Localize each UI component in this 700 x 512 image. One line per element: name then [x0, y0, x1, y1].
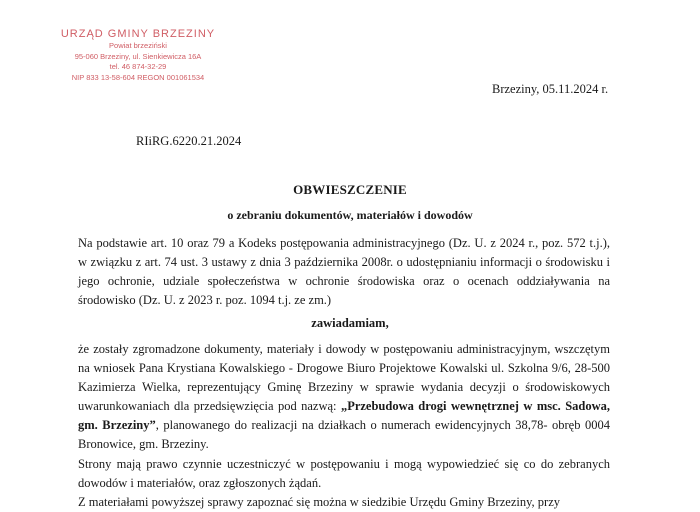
- announcement-heading: zawiadamiam,: [311, 316, 389, 330]
- project-name: „Przebudowa drogi wewnętrznej w msc. Sadowa, gm. Brzeziny”: [78, 399, 611, 432]
- stamp-line-tax-id: NIP 833 13-58-604 REGON 001061534: [71, 72, 205, 82]
- stamp-title: URZĄD GMINY BRZEZINY: [60, 28, 216, 40]
- stamp-line-county: Powiat brzeziński: [109, 41, 167, 50]
- document-title: OBWIESZCZENIE: [293, 182, 407, 197]
- office-stamp: [58, 28, 218, 83]
- notice-paragraph: [78, 340, 610, 454]
- notice-text-start: że zostały zgromadzone dokumenty, materiały i dowody w postępowaniu administracyjnym, wszczętym na wniosek Pana Krystiana Kowalskiego - Drogowe Biuro Projektowe Kowalski ul. Szkolna 9/6, 28-500 Kazimierza Wielka, reprezentujący Gminę Brzeziny w sprawie wydania decyzji o środowiskowych uwarunkowaniach dla przedsięwzięcia pod nazwą:: [78, 342, 610, 413]
- stamp-line-address: 95-060 Brzeziny, ul. Sienkiewicza 16A: [74, 51, 202, 61]
- document-subtitle: o zebraniu dokumentów, materiałów i dowodów: [227, 208, 473, 222]
- parties-rights-paragraph: Strony mają prawo czynnie uczestniczyć w postępowaniu i mogą wypowiedzieć się co do zebranych dowodów i materiałów, oraz zgłoszonych żądań.: [78, 457, 610, 490]
- legal-basis-paragraph: Na podstawie art. 10 oraz 79 a Kodeks postępowania administracyjnego (Dz. U. z 2024 r., poz. 572 t.j.), w związku z art. 74 ust. 3 ustawy z dnia 3 października 2008r. o udostępnianiu informacji o środowisku i jego ochronie, udziale społeczeństwa w ochronie środowiska oraz o ocenach oddziaływania na środowisko (Dz. U. z 2023 r. poz. 1094 t.j. ze zm.): [78, 236, 610, 307]
- notice-text-end: , planowanego do realizacji na działkach o numerach ewidencyjnych 38,78- obręb 0004 Bronowice, gm. Brzeziny.: [78, 418, 610, 451]
- materials-access-paragraph: Z materiałami powyższej sprawy zapoznać się można w siedzibie Urzędu Gminy Brzeziny, przy: [78, 495, 560, 509]
- stamp-line-phone: tel. 46 874-32-29: [109, 62, 167, 71]
- document-date: Brzeziny, 05.11.2024 r.: [492, 82, 609, 96]
- reference-number: RIiRG.6220.21.2024: [136, 134, 242, 148]
